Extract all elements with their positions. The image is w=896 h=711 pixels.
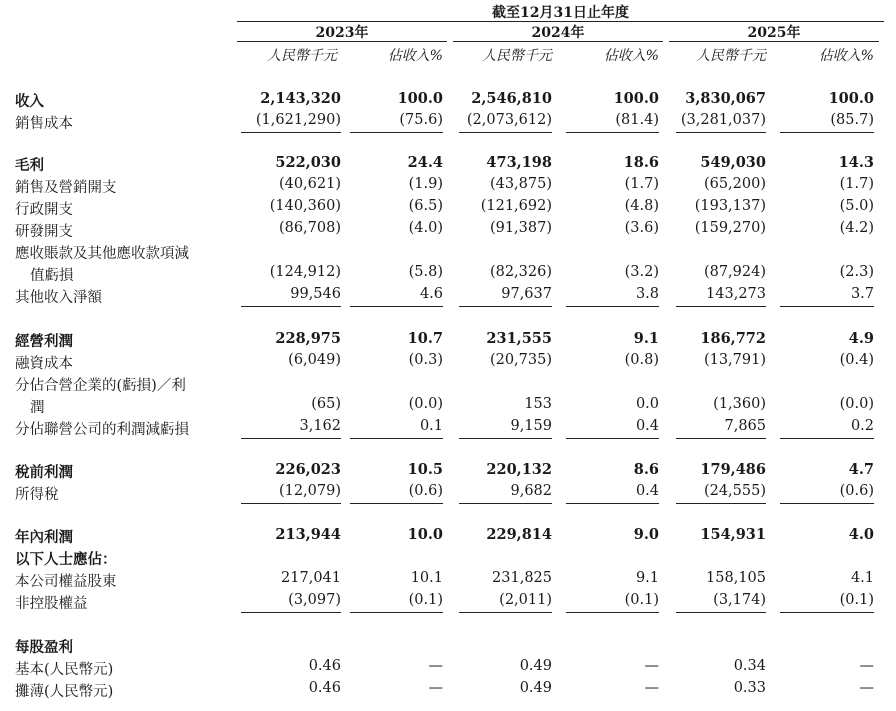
cell-pct-2023: 4.6 (419, 286, 443, 302)
subtotal-rule (780, 306, 874, 307)
cell-amount-2025: (24,555) (703, 483, 766, 499)
subtotal-rule (350, 132, 443, 133)
cell-amount-2024: (121,692) (480, 198, 552, 214)
subtotal-rule (350, 306, 443, 307)
cell-amount-2025: (159,270) (694, 220, 766, 236)
period-header: 截至12月31日止年度 (492, 5, 629, 21)
row-label: 值虧損 (30, 268, 74, 284)
row-label: 潤 (30, 400, 45, 416)
cell-amount-2023: (6,049) (288, 352, 341, 368)
cell-pct-2024: 0.4 (635, 483, 659, 499)
subtotal-rule (566, 503, 659, 504)
cell-pct-2024: 9.0 (633, 526, 659, 543)
cell-pct-2024: (1.7) (624, 176, 659, 192)
row-label: 經營利潤 (15, 333, 73, 350)
cell-amount-2024: 9,159 (510, 418, 552, 434)
subtotal-rule (780, 503, 874, 504)
row-label: 以下人士應佔： (15, 551, 117, 568)
cell-amount-2024: 9,682 (510, 483, 552, 499)
cell-pct-2023: (0.3) (408, 352, 443, 368)
cell-amount-2025: (1,360) (713, 396, 766, 412)
row-label: 收入 (15, 93, 44, 110)
cell-amount-2024: (43,875) (489, 176, 552, 192)
row-label: 銷售及營銷開支 (15, 180, 117, 196)
cell-amount-2023: 213,944 (275, 526, 341, 543)
cell-pct-2023: (4.0) (408, 220, 443, 236)
cell-pct-2023: 10.0 (407, 526, 443, 543)
cell-pct-2024: (81.4) (615, 112, 659, 128)
subtotal-rule (566, 612, 659, 613)
cell-pct-2023: (6.5) (408, 198, 443, 214)
cell-pct-2024: 100.0 (613, 90, 659, 107)
cell-pct-2025: (2.3) (839, 264, 874, 280)
cell-pct-2024: (0.1) (624, 592, 659, 608)
cell-amount-2025: (3,174) (713, 592, 766, 608)
cell-amount-2023: 228,975 (275, 330, 341, 347)
cell-pct-2024: 0.4 (635, 418, 659, 434)
subtotal-rule (459, 132, 552, 133)
cell-pct-2023: — (428, 658, 443, 674)
cell-amount-2025: (193,137) (694, 198, 766, 214)
cell-pct-2025: (1.7) (839, 176, 874, 192)
cell-amount-2023: (124,912) (269, 264, 341, 280)
cell-pct-2024: 8.6 (633, 461, 659, 478)
row-label: 非控股權益 (15, 596, 88, 612)
cell-pct-2023: (0.6) (408, 483, 443, 499)
cell-amount-2023: (86,708) (278, 220, 341, 236)
subtotal-rule (350, 503, 443, 504)
cell-pct-2025: 4.7 (848, 461, 874, 478)
cell-pct-2025: — (859, 680, 874, 696)
cell-pct-2023: 10.7 (407, 330, 443, 347)
cell-pct-2025: 100.0 (828, 90, 874, 107)
cell-pct-2023: (0.0) (408, 396, 443, 412)
cell-amount-2025: 143,273 (706, 286, 766, 302)
year-2025-underline (669, 41, 879, 42)
cell-amount-2024: 153 (524, 396, 552, 412)
row-label: 本公司權益股東 (15, 574, 117, 590)
year-2023-underline (237, 41, 447, 42)
cell-pct-2024: (3.2) (624, 264, 659, 280)
year-2024-underline (453, 41, 663, 42)
row-label: 分佔合營企業的(虧損)／利 (15, 378, 186, 394)
subtotal-rule (566, 438, 659, 439)
subtotal-rule (676, 438, 766, 439)
unit-amount-2023: 人民幣千元 (267, 48, 337, 64)
cell-amount-2023: 226,023 (275, 461, 341, 478)
subtotal-rule (459, 503, 552, 504)
subtotal-rule (241, 438, 341, 439)
cell-amount-2024: (20,735) (489, 352, 552, 368)
cell-amount-2024: 231,555 (486, 330, 552, 347)
cell-pct-2023: (0.1) (408, 592, 443, 608)
row-label: 毛利 (15, 157, 44, 174)
row-label: 融資成本 (15, 356, 73, 372)
cell-amount-2025: (3,281,037) (680, 112, 766, 128)
cell-pct-2025: 14.3 (838, 154, 874, 171)
row-label: 攤薄(人民幣元) (15, 684, 114, 700)
cell-pct-2025: (0.4) (839, 352, 874, 368)
subtotal-rule (350, 438, 443, 439)
cell-amount-2023: 0.46 (308, 658, 341, 674)
cell-pct-2023: (75.6) (399, 112, 443, 128)
year-2023-header: 2023年 (315, 25, 369, 41)
cell-pct-2024: 0.0 (635, 396, 659, 412)
cell-amount-2025: 0.34 (733, 658, 766, 674)
year-2024-header: 2024年 (531, 25, 585, 41)
cell-amount-2024: 473,198 (486, 154, 552, 171)
cell-pct-2024: (3.6) (624, 220, 659, 236)
subtotal-rule (241, 306, 341, 307)
cell-pct-2023: 24.4 (407, 154, 443, 171)
cell-pct-2025: 4.1 (850, 570, 874, 586)
cell-amount-2025: 179,486 (700, 461, 766, 478)
cell-amount-2023: 0.46 (308, 680, 341, 696)
subtotal-rule (241, 503, 341, 504)
cell-pct-2025: (4.2) (839, 220, 874, 236)
cell-pct-2025: 3.7 (850, 286, 874, 302)
unit-amount-2025: 人民幣千元 (696, 48, 766, 64)
row-label: 年內利潤 (15, 529, 73, 546)
cell-amount-2024: 220,132 (486, 461, 552, 478)
subtotal-rule (566, 132, 659, 133)
cell-amount-2024: 0.49 (519, 680, 552, 696)
cell-amount-2023: (65) (311, 396, 341, 412)
cell-pct-2023: — (428, 680, 443, 696)
subtotal-rule (676, 132, 766, 133)
cell-amount-2024: (91,387) (489, 220, 552, 236)
cell-amount-2024: (2,011) (499, 592, 552, 608)
unit-pct-2023: 佔收入% (387, 48, 443, 64)
cell-pct-2024: 9.1 (633, 330, 659, 347)
cell-amount-2023: (12,079) (278, 483, 341, 499)
cell-pct-2023: 10.1 (410, 570, 443, 586)
cell-amount-2025: 158,105 (706, 570, 766, 586)
row-label: 應收賬款及其他應收款項減 (15, 246, 189, 262)
subtotal-rule (780, 612, 874, 613)
row-label: 其他收入淨額 (15, 290, 102, 306)
cell-amount-2025: 7,865 (724, 418, 766, 434)
cell-amount-2025: (65,200) (703, 176, 766, 192)
cell-pct-2023: (1.9) (408, 176, 443, 192)
subtotal-rule (566, 306, 659, 307)
cell-pct-2024: 18.6 (623, 154, 659, 171)
cell-amount-2023: (1,621,290) (255, 112, 341, 128)
cell-pct-2025: 4.0 (848, 526, 874, 543)
cell-amount-2023: 522,030 (275, 154, 341, 171)
unit-amount-2024: 人民幣千元 (482, 48, 552, 64)
cell-pct-2024: (4.8) (624, 198, 659, 214)
cell-amount-2023: (140,360) (269, 198, 341, 214)
row-label: 每股盈利 (15, 639, 73, 656)
cell-pct-2024: 9.1 (635, 570, 659, 586)
row-label: 行政開支 (15, 202, 73, 218)
cell-pct-2025: (5.0) (839, 198, 874, 214)
cell-amount-2025: 3,830,067 (685, 90, 766, 107)
cell-pct-2025: 4.9 (848, 330, 874, 347)
subtotal-rule (459, 306, 552, 307)
unit-pct-2024: 佔收入% (603, 48, 659, 64)
cell-pct-2023: 100.0 (397, 90, 443, 107)
cell-amount-2025: 154,931 (700, 526, 766, 543)
cell-amount-2024: 2,546,810 (471, 90, 552, 107)
cell-amount-2023: 99,546 (290, 286, 341, 302)
cell-amount-2025: (87,924) (703, 264, 766, 280)
subtotal-rule (780, 438, 874, 439)
cell-amount-2025: 549,030 (700, 154, 766, 171)
cell-pct-2023: (5.8) (408, 264, 443, 280)
subtotal-rule (241, 132, 341, 133)
cell-amount-2024: 229,814 (486, 526, 552, 543)
cell-pct-2025: (85.7) (830, 112, 874, 128)
cell-amount-2024: 0.49 (519, 658, 552, 674)
cell-pct-2025: 0.2 (850, 418, 874, 434)
subtotal-rule (676, 503, 766, 504)
row-label: 分佔聯營公司的利潤減虧損 (15, 422, 189, 438)
subtotal-rule (241, 612, 341, 613)
cell-amount-2023: 2,143,320 (260, 90, 341, 107)
subtotal-rule (459, 612, 552, 613)
cell-pct-2024: — (644, 680, 659, 696)
cell-pct-2025: (0.1) (839, 592, 874, 608)
cell-amount-2023: 217,041 (281, 570, 341, 586)
cell-pct-2025: — (859, 658, 874, 674)
cell-pct-2025: (0.6) (839, 483, 874, 499)
cell-pct-2023: 10.5 (407, 461, 443, 478)
subtotal-rule (350, 612, 443, 613)
row-label: 銷售成本 (15, 116, 73, 132)
cell-amount-2023: (40,621) (278, 176, 341, 192)
row-label: 所得稅 (15, 487, 59, 503)
row-label: 基本(人民幣元) (15, 662, 114, 678)
cell-amount-2023: 3,162 (299, 418, 341, 434)
unit-pct-2025: 佔收入% (818, 48, 874, 64)
cell-amount-2025: 186,772 (700, 330, 766, 347)
subtotal-rule (459, 438, 552, 439)
cell-amount-2024: 231,825 (492, 570, 552, 586)
cell-pct-2025: (0.0) (839, 396, 874, 412)
cell-amount-2024: (2,073,612) (466, 112, 552, 128)
row-label: 研發開支 (15, 224, 73, 240)
subtotal-rule (676, 306, 766, 307)
subtotal-rule (780, 132, 874, 133)
cell-amount-2024: 97,637 (501, 286, 552, 302)
cell-amount-2024: (82,326) (489, 264, 552, 280)
cell-pct-2023: 0.1 (419, 418, 443, 434)
cell-amount-2025: (13,791) (703, 352, 766, 368)
subtotal-rule (676, 612, 766, 613)
cell-amount-2023: (3,097) (288, 592, 341, 608)
cell-pct-2024: (0.8) (624, 352, 659, 368)
year-2025-header: 2025年 (747, 25, 801, 41)
row-label: 稅前利潤 (15, 464, 73, 481)
cell-amount-2025: 0.33 (733, 680, 766, 696)
cell-pct-2024: 3.8 (635, 286, 659, 302)
cell-pct-2024: — (644, 658, 659, 674)
